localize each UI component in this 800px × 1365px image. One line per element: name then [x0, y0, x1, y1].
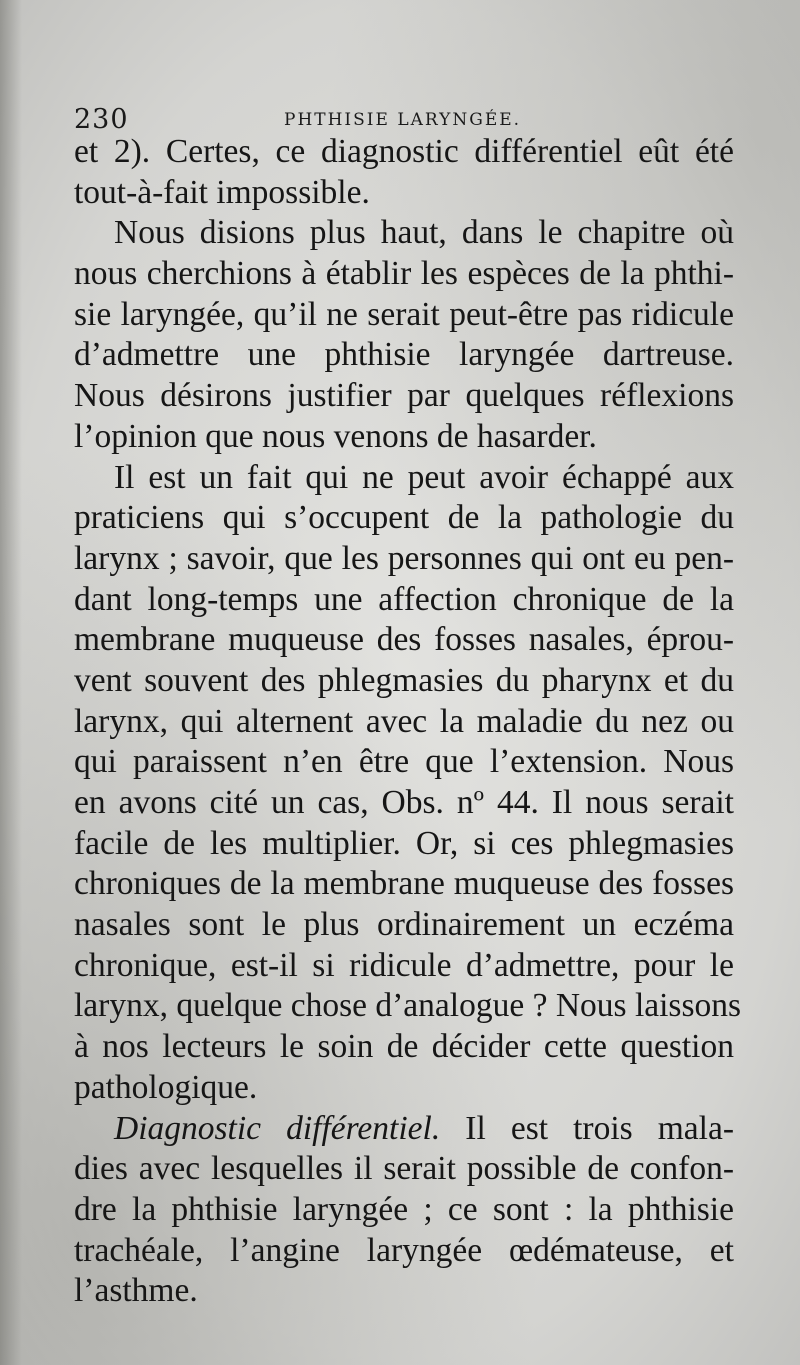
- text-line: d’admettre une phthisie laryngée dartreuse.: [74, 336, 734, 374]
- text-line: Nous disions plus haut, dans le chapitre où: [114, 214, 734, 252]
- text-line: larynx ; savoir, que les personnes qui ont eu pen-: [74, 539, 734, 577]
- text-line: facile de les multiplier. Or, si ces phlegmasies: [74, 824, 734, 862]
- binding-shadow: [0, 0, 22, 1365]
- text-line: pathologique.: [74, 1068, 258, 1106]
- running-head: PHTHISIE LARYNGÉE.: [284, 110, 522, 130]
- text-line: vent souvent des phlegmasies du pharynx et du: [74, 661, 734, 699]
- text-line: Il est un fait qui ne peut avoir échappé aux: [114, 458, 734, 496]
- text-line: dant long-temps une affection chronique de la: [74, 580, 734, 618]
- text-line: larynx, quelque chose d’analogue ? Nous laissons: [74, 987, 742, 1025]
- text-line: sie laryngée, qu’il ne serait peut-être pas ridicule: [74, 295, 734, 333]
- text-line: praticiens qui s’occupent de la pathologie du: [74, 499, 734, 537]
- text-line: et 2). Certes, ce diagnostic différentiel eût été: [74, 133, 734, 170]
- text-line: en avons cité un cas, Obs. nº 44. Il nous serait: [74, 784, 734, 821]
- text-line: nasales sont le plus ordinairement un eczéma: [74, 906, 734, 944]
- page-number: 230: [74, 104, 129, 135]
- text-line: l’asthme.: [74, 1272, 198, 1310]
- text-line: Nous désirons justifier par quelques réflexions: [74, 377, 734, 415]
- text-line: chroniques de la membrane muqueuse des fosses: [74, 865, 734, 903]
- text-line: membrane muqueuse des fosses nasales, éprou-: [74, 621, 734, 659]
- body-text: [74, 132, 742, 1312]
- text-line: tout-à-fait impossible.: [74, 173, 370, 211]
- text-line: [74, 1109, 734, 1150]
- text-line: à nos lecteurs le soin de décider cette question: [74, 1028, 734, 1066]
- text-line-rest: Il est trois mala-: [440, 1109, 734, 1147]
- text-line: dies avec lesquelles il serait possible de confon-: [74, 1150, 734, 1188]
- text-line: chronique, est-il si ridicule d’admettre, pour le: [74, 946, 734, 984]
- section-heading-italic: Diagnostic différentiel.: [114, 1109, 441, 1147]
- text-line: l’opinion que nous venons de hasarder.: [74, 417, 597, 455]
- text-line: dre la phthisie laryngée ; ce sont : la phthisie: [74, 1190, 734, 1228]
- text-line: nous cherchions à établir les espèces de la phthi-: [74, 255, 734, 293]
- text-line: qui paraissent n’en être que l’extension. Nous: [74, 743, 734, 781]
- text-line: trachéale, l’angine laryngée œdémateuse, et: [74, 1231, 734, 1269]
- text-line: larynx, qui alternent avec la maladie du nez ou: [74, 702, 734, 740]
